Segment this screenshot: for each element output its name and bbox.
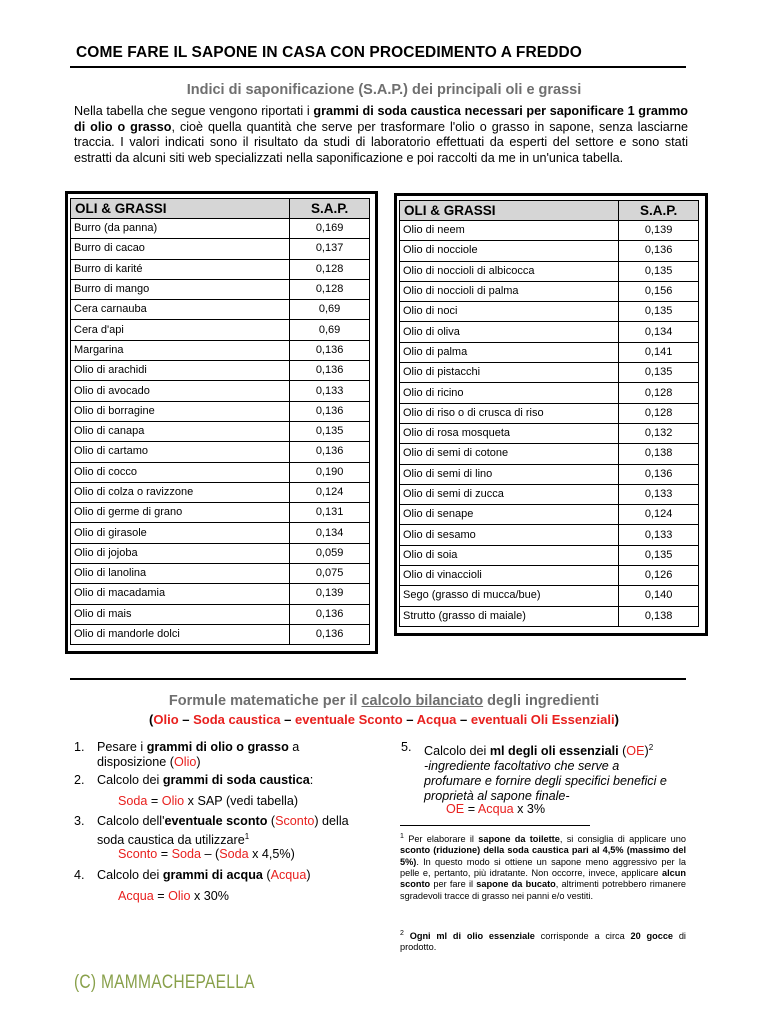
- table-row: [71, 543, 370, 563]
- table-row: [71, 462, 370, 482]
- sap-value-cell: 0,135: [619, 302, 699, 322]
- table-row: [400, 484, 699, 504]
- table-row: [400, 241, 699, 261]
- table-row: [400, 464, 699, 484]
- table-row: [71, 239, 370, 259]
- table-row: [400, 505, 699, 525]
- table-row: [400, 606, 699, 626]
- table-row: [71, 259, 370, 279]
- table-row: [400, 261, 699, 281]
- sap-value-cell: 0,69: [290, 300, 370, 320]
- title-divider: [70, 66, 686, 68]
- oil-name-cell: Olio di colza o ravizzone: [71, 482, 290, 502]
- sap-value-cell: 0,136: [290, 401, 370, 421]
- table-row: [400, 363, 699, 383]
- oil-name-cell: Olio di semi di cotone: [400, 444, 619, 464]
- oil-name-cell: Olio di jojoba: [71, 543, 290, 563]
- column-header-sap: S.A.P.: [290, 199, 370, 219]
- formula-oe: OE = Acqua x 3%: [446, 802, 546, 816]
- sap-value-cell: 0,141: [619, 342, 699, 362]
- oil-name-cell: Olio di neem: [400, 221, 619, 241]
- oil-name-cell: Olio di arachidi: [71, 361, 290, 381]
- sap-value-cell: 0,075: [290, 564, 370, 584]
- table-row: [71, 219, 370, 239]
- table-row: [400, 423, 699, 443]
- sap-value-cell: 0,136: [290, 442, 370, 462]
- sap-value-cell: 0,126: [619, 566, 699, 586]
- sap-value-cell: 0,139: [619, 221, 699, 241]
- sap-value-cell: 0,138: [619, 606, 699, 626]
- sap-value-cell: 0,137: [290, 239, 370, 259]
- table-row: [71, 320, 370, 340]
- sap-value-cell: 0,128: [290, 279, 370, 299]
- oil-name-cell: Sego (grasso di mucca/bue): [400, 586, 619, 606]
- oil-name-cell: Olio di borragine: [71, 401, 290, 421]
- sap-value-cell: 0,135: [619, 545, 699, 565]
- sap-value-cell: 0,139: [290, 584, 370, 604]
- oil-name-cell: Burro di cacao: [71, 239, 290, 259]
- oil-name-cell: Olio di semi di lino: [400, 464, 619, 484]
- sap-value-cell: 0,124: [290, 482, 370, 502]
- table-row: [400, 322, 699, 342]
- sap-value-cell: 0,169: [290, 219, 370, 239]
- step-3: 3. Calcolo dell'eventuale sconto (Sconto) della soda caustica da utilizzare$^1$: [74, 814, 349, 848]
- table-row: [71, 523, 370, 543]
- table-row: [400, 586, 699, 606]
- sap-value-cell: 0,136: [290, 624, 370, 644]
- oil-name-cell: Olio di palma: [400, 342, 619, 362]
- table-row: [71, 564, 370, 584]
- sap-value-cell: 0,138: [619, 444, 699, 464]
- sap-value-cell: 0,190: [290, 462, 370, 482]
- oil-name-cell: Burro di mango: [71, 279, 290, 299]
- oil-name-cell: Olio di canapa: [71, 421, 290, 441]
- copyright-footer: (C) MAMMACHEPAELLA: [74, 972, 255, 993]
- sap-value-cell: 0,136: [619, 464, 699, 484]
- oil-name-cell: Olio di ricino: [400, 383, 619, 403]
- sap-value-cell: 0,133: [619, 525, 699, 545]
- table-header-row: [71, 199, 370, 219]
- sap-value-cell: 0,128: [619, 403, 699, 423]
- column-header-sap: S.A.P.: [619, 201, 699, 221]
- table-row: [71, 503, 370, 523]
- sap-value-cell: 0,135: [619, 261, 699, 281]
- footnote-1: $^1$ Per elaborare il sapone da toilette, si consiglia di applicare uno sconto (riduzione) della soda caustica pari al 4,5% (massimo del 5%). In questo modo si ottiene un sapone meno aggressivo per la pelle e, pertanto, più idratante. Non occorre, invece, applicare alcun sconto per fare il sapone da bucato, altrimenti potrebbero rimanere sgradevoli tracce di grasso nei panni e/o vestiti.: [400, 833, 687, 901]
- table-row: [71, 381, 370, 401]
- sap-value-cell: 0,136: [290, 361, 370, 381]
- section-subtitle: Indici di saponificazione (S.A.P.) dei principali oli e grassi: [186, 82, 582, 98]
- table-row: [71, 300, 370, 320]
- oil-name-cell: Cera carnauba: [71, 300, 290, 320]
- footnote-2: $^2$ Ogni ml di olio essenziale corrisponde a circa 20 gocce di prodotto.: [400, 930, 686, 953]
- sap-value-cell: 0,134: [290, 523, 370, 543]
- table-row: [71, 482, 370, 502]
- step-4: 4. Calcolo dei grammi di acqua (Acqua): [74, 868, 311, 882]
- oil-name-cell: Olio di sesamo: [400, 525, 619, 545]
- sap-value-cell: 0,133: [290, 381, 370, 401]
- table-row: [400, 444, 699, 464]
- table-row: [400, 221, 699, 241]
- table-header-row: [400, 201, 699, 221]
- table-row: [400, 566, 699, 586]
- page-title: COME FARE IL SAPONE IN CASA CON PROCEDIMENTO A FREDDO: [76, 44, 582, 61]
- table-row: [71, 442, 370, 462]
- oil-name-cell: Cera d'api: [71, 320, 290, 340]
- column-header-oils: OLI & GRASSI: [400, 201, 619, 221]
- oil-name-cell: Olio di pistacchi: [400, 363, 619, 383]
- oil-name-cell: Olio di noci: [400, 302, 619, 322]
- oil-name-cell: Olio di oliva: [400, 322, 619, 342]
- table-row: [400, 281, 699, 301]
- sap-value-cell: 0,136: [619, 241, 699, 261]
- sap-value-cell: 0,135: [619, 363, 699, 383]
- intro-paragraph: Nella tabella che segue vengono riportati i grammi di soda caustica necessari per saponificare 1 grammo di olio o grasso, cioè quella quantità che serve per trasformare l'olio o grasso in sapone, senza lasciarne traccia. I valori indicati sono il risultato da studi di laboratorio effettuati da esperti del settore e sono stati estratti da alcuni siti web specializzati nella saponificazione e poi raccolti da me in un'unica tabella.: [74, 104, 688, 165]
- table-row: [400, 403, 699, 423]
- sap-value-cell: 0,059: [290, 543, 370, 563]
- sap-value-cell: 0,156: [619, 281, 699, 301]
- oil-name-cell: Olio di noccioli di albicocca: [400, 261, 619, 281]
- table-row: [71, 401, 370, 421]
- sap-value-cell: 0,128: [290, 259, 370, 279]
- oil-name-cell: Olio di semi di zucca: [400, 484, 619, 504]
- step-5: 5. Calcolo dei ml degli oli essenziali (OE)$^2$ -ingrediente facoltativo che serve a profumare e fornire degli specifici benefici e proprietà al sapone finale-: [401, 740, 667, 804]
- formulas-title: Formule matematiche per il calcolo bilanciato degli ingredienti: [168, 693, 600, 709]
- table-row: [400, 525, 699, 545]
- oil-name-cell: Burro di karité: [71, 259, 290, 279]
- oil-name-cell: Olio di soia: [400, 545, 619, 565]
- table-row: [71, 584, 370, 604]
- oil-name-cell: Olio di vinaccioli: [400, 566, 619, 586]
- oil-name-cell: Olio di mandorle dolci: [71, 624, 290, 644]
- sap-value-cell: 0,136: [290, 604, 370, 624]
- formula-soda: Soda = Olio x SAP (vedi tabella): [118, 794, 299, 808]
- column-header-oils: OLI & GRASSI: [71, 199, 290, 219]
- formula-sconto: Sconto = Soda – (Soda x 4,5%): [118, 847, 295, 861]
- oil-name-cell: Olio di mais: [71, 604, 290, 624]
- oil-name-cell: Olio di riso o di crusca di riso: [400, 403, 619, 423]
- table-row: [71, 279, 370, 299]
- sap-value-cell: 0,132: [619, 423, 699, 443]
- oil-name-cell: Olio di avocado: [71, 381, 290, 401]
- oil-name-cell: Olio di lanolina: [71, 564, 290, 584]
- oil-name-cell: Strutto (grasso di maiale): [400, 606, 619, 626]
- formulas-ingredients-line: (Olio – Soda caustica – eventuale Sconto – Acqua – eventuali Oli Essenziali): [149, 712, 619, 727]
- table-row: [71, 361, 370, 381]
- sap-value-cell: 0,136: [290, 340, 370, 360]
- table-row: [400, 545, 699, 565]
- sap-value-cell: 0,140: [619, 586, 699, 606]
- oil-name-cell: Olio di senape: [400, 505, 619, 525]
- oil-name-cell: Margarina: [71, 340, 290, 360]
- table-row: [400, 302, 699, 322]
- oil-name-cell: Olio di rosa mosqueta: [400, 423, 619, 443]
- sap-table-left: [70, 198, 370, 645]
- formula-acqua: Acqua = Olio x 30%: [118, 889, 229, 903]
- sap-value-cell: 0,128: [619, 383, 699, 403]
- step-1: 1. Pesare i grammi di olio o grasso a disposizione (Olio): [74, 740, 300, 769]
- footnote-rule: [400, 825, 590, 826]
- table-row: [71, 624, 370, 644]
- formulas-divider: [70, 678, 686, 680]
- table-row: [71, 421, 370, 441]
- sap-value-cell: 0,124: [619, 505, 699, 525]
- oil-name-cell: Olio di noccioli di palma: [400, 281, 619, 301]
- oil-name-cell: Olio di nocciole: [400, 241, 619, 261]
- table-row: [400, 383, 699, 403]
- oil-name-cell: Olio di cocco: [71, 462, 290, 482]
- table-row: [71, 604, 370, 624]
- oil-name-cell: Olio di germe di grano: [71, 503, 290, 523]
- sap-value-cell: 0,134: [619, 322, 699, 342]
- sap-value-cell: 0,133: [619, 484, 699, 504]
- sap-value-cell: 0,69: [290, 320, 370, 340]
- table-row: [71, 340, 370, 360]
- oil-name-cell: Olio di girasole: [71, 523, 290, 543]
- oil-name-cell: Olio di cartamo: [71, 442, 290, 462]
- oil-name-cell: Burro (da panna): [71, 219, 290, 239]
- sap-value-cell: 0,131: [290, 503, 370, 523]
- oil-name-cell: Olio di macadamia: [71, 584, 290, 604]
- sap-value-cell: 0,135: [290, 421, 370, 441]
- sap-table-right: [399, 200, 699, 627]
- table-row: [400, 342, 699, 362]
- step-2: 2. Calcolo dei grammi di soda caustica:: [74, 773, 314, 787]
